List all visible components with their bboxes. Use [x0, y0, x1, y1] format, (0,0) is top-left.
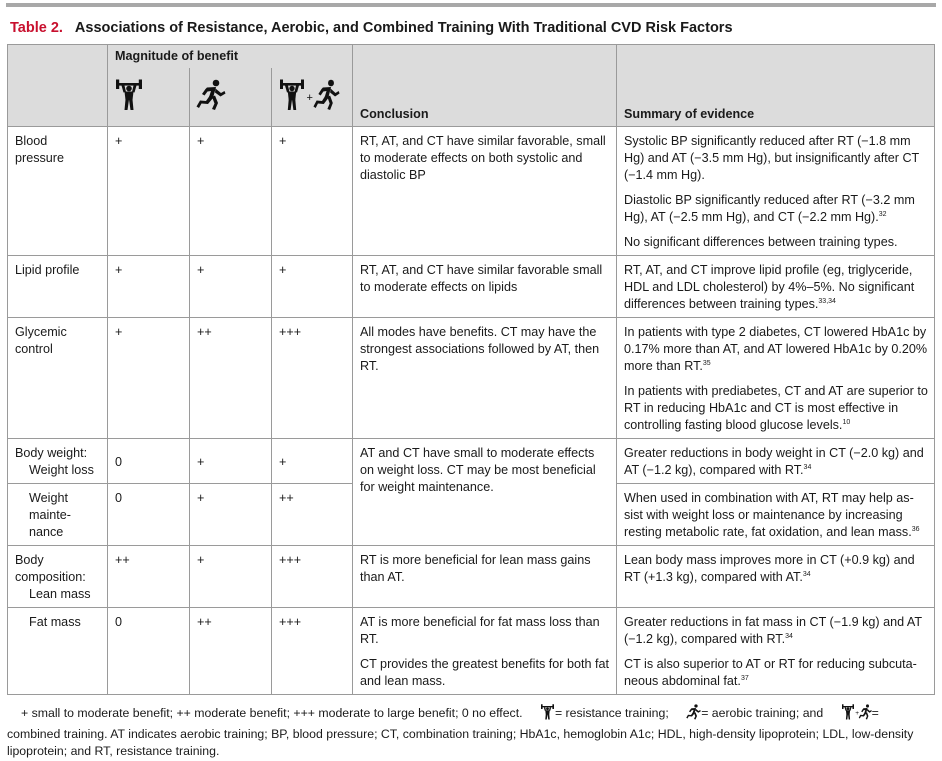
factor-cell: Glycemic control	[8, 318, 108, 439]
conclusion-cell: RT, AT, and CT have similar favorable, small to moderate effects on both systolic and diastolic BP	[353, 127, 617, 256]
ct-cell: ++	[272, 484, 353, 546]
rt-cell: +	[108, 318, 190, 439]
top-rule	[6, 3, 936, 7]
conclusion-cell: All modes have benefits. CT may have the strongest associations followed by AT, then RT.	[353, 318, 617, 439]
ct-cell: +++	[272, 546, 353, 608]
factor-cell: Fat mass	[8, 608, 108, 695]
rt-cell: +	[108, 256, 190, 318]
at-cell: +	[190, 439, 272, 484]
table-footnote: + small to moderate benefit; ++ moderate benefit; +++ moderate to large benefit; 0 no effect. = resistance training; = aerobic training; and + = combined training. AT indicates aerobic training; BP, blood pressure; CT, combination training; HbA1c, hemoglobin A1c; HDL, high-density lipoprotein; LDL, low-density lipoprotein; and RT, resistance training.	[7, 706, 914, 758]
resistance-training-icon	[114, 79, 144, 116]
summary-cell: Lean body mass improves more in CT (+0.9 kg) and RT (+1.3 kg), compared with AT.$^{34}$	[617, 546, 935, 608]
at-cell: +	[190, 256, 272, 318]
conclusion-cell: AT and CT have small to moderate effects on weight loss. CT may be most beneficial for weight maintenance.	[353, 439, 617, 546]
table-row-glycemic-control	[8, 318, 935, 439]
at-cell: +	[190, 484, 272, 546]
combined-training-icon	[827, 704, 872, 726]
aerobic-training-icon	[672, 704, 701, 726]
table-row-fat-mass	[8, 608, 935, 695]
summary-cell: In patients with type 2 diabetes, CT lowered HbA1c by 0.17% more than AT, and AT lowered HbA1c by 0.20% more than RT.$^{35}$ In patients with prediabetes, CT and AT are superior to RT in reducing HbA1c and CT is most effective in controlling fasting blood glucose levels.$^{10}$	[617, 318, 935, 439]
summary-cell: Greater reductions in body weight in CT (−2.0 kg) and AT (−1.2 kg), compared with RT.$^{34}$	[617, 439, 935, 484]
table-title	[10, 20, 733, 36]
rt-header	[108, 68, 190, 127]
aerobic-training-icon	[196, 79, 226, 116]
rt-cell: 0	[108, 608, 190, 695]
ct-cell: +++	[272, 318, 353, 439]
factor-header	[8, 45, 108, 127]
svg-text:+: +	[854, 710, 859, 717]
table-row-lipid-profile	[8, 256, 935, 318]
ct-cell: +	[272, 256, 353, 318]
table-number: Table 2.	[10, 20, 63, 36]
conclusion-cell: RT, AT, and CT have similar favorable small to moderate effects on lipids	[353, 256, 617, 318]
ct-cell: +	[272, 439, 353, 484]
resistance-training-icon	[526, 704, 555, 726]
ct-header	[272, 68, 353, 127]
factor-cell: Body weight: Weight loss	[8, 439, 108, 484]
ct-cell: +++	[272, 608, 353, 695]
combined-training-icon	[278, 79, 340, 116]
summary-header: Summary of evidence	[617, 45, 935, 127]
rt-cell: 0	[108, 484, 190, 546]
magnitude-header: Magnitude of benefit	[108, 45, 353, 69]
conclusion-header: Conclusion	[353, 45, 617, 127]
factor-cell: Weight mainte- nance	[8, 484, 108, 546]
svg-text:+: +	[306, 91, 313, 104]
conclusion-cell: RT is more beneficial for lean mass gains than AT.	[353, 546, 617, 608]
factor-cell: Lipid profile	[8, 256, 108, 318]
at-header	[190, 68, 272, 127]
summary-cell: When used in combination with AT, RT may help as- sist with weight loss or maintenance by increasing resting metabolic rate, fat oxidation, and lean mass.$^{36}$	[617, 484, 935, 546]
factor-cell: Blood pressure	[8, 127, 108, 256]
risk-factor-table	[7, 44, 935, 695]
rt-cell: 0	[108, 439, 190, 484]
summary-cell: Systolic BP significantly reduced after RT (−1.8 mm Hg) and AT (−3.5 mm Hg), but insignificantly after CT (−1.4 mm Hg). Diastolic BP significantly reduced after RT (−3.2 mm Hg), AT (−2.5 mm Hg), and CT (−2.2 mm Hg).$^{32}$ No significant differences between training types.	[617, 127, 935, 256]
table-row-blood-pressure	[8, 127, 935, 256]
table-row-weight-loss	[8, 439, 935, 484]
conclusion-cell: AT is more beneficial for fat mass loss than RT. CT provides the greatest benefits for both fat and lean mass.	[353, 608, 617, 695]
at-cell: +	[190, 127, 272, 256]
factor-cell: Body composition: Lean mass	[8, 546, 108, 608]
table-row-lean-mass	[8, 546, 935, 608]
at-cell: ++	[190, 318, 272, 439]
table-caption: Associations of Resistance, Aerobic, and Combined Training With Traditional CVD Risk Factors	[74, 20, 733, 36]
rt-cell: ++	[108, 546, 190, 608]
summary-cell: RT, AT, and CT improve lipid profile (eg, triglyceride, HDL and LDL cholesterol) by 4%–5%. No significant differences between training types.$^{33,34}$	[617, 256, 935, 318]
rt-cell: +	[108, 127, 190, 256]
at-cell: ++	[190, 608, 272, 695]
ct-cell: +	[272, 127, 353, 256]
at-cell: +	[190, 546, 272, 608]
summary-cell: Greater reductions in fat mass in CT (−1.9 kg) and AT (−1.2 kg), compared with RT.$^{34}$ CT is also superior to AT or RT for reducing subcuta- neous abdominal fat.$^{37}$	[617, 608, 935, 695]
